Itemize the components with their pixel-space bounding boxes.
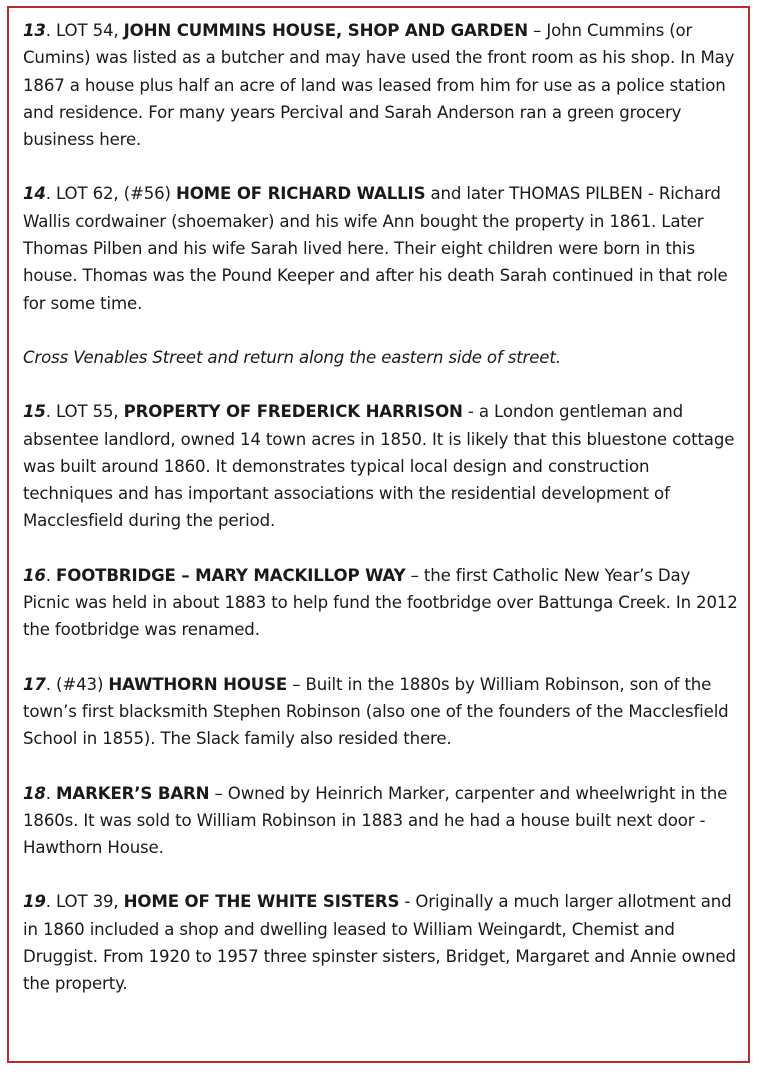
- entry-16: [23, 562, 739, 644]
- entry-lot: .: [45, 783, 57, 803]
- entry-number: 16: [23, 565, 46, 585]
- entry-17: [23, 671, 739, 753]
- entry-description: - Originally a much larger allotment and in 1860 included a shop and dwelling leased to William Weingardt, Chemist and Druggist. From 1920 to 1957 three spinster sisters, Bridget, Margaret and Annie owned the property.: [23, 892, 736, 994]
- entry-title: PROPERTY OF FREDERICK HARRISON: [123, 402, 463, 422]
- entry-lot: .: [45, 565, 57, 585]
- entry-14: [23, 180, 739, 316]
- entry-lot: . LOT 39,: [45, 892, 124, 912]
- entry-title: HAWTHORN HOUSE: [108, 674, 288, 694]
- entry-title: HOME OF RICHARD WALLIS: [175, 184, 426, 204]
- entry-title: HOME OF THE WHITE SISTERS: [123, 892, 400, 912]
- entry-title: JOHN CUMMINS HOUSE, SHOP AND GARDEN: [123, 21, 528, 40]
- entry-18: [23, 780, 739, 862]
- entry-number: 13: [23, 21, 46, 40]
- entry-number: 15: [23, 402, 46, 422]
- page-border: [7, 6, 750, 1063]
- entry-title: FOOTBRIDGE – MARY MACKILLOP WAY: [56, 565, 406, 585]
- entry-19: [23, 888, 739, 997]
- entry-description: – Owned by Heinrich Marker, carpenter and wheelwright in the 1860s. It was sold to William Robinson in 1883 and he had a house built next door - Hawthorn House.: [23, 783, 728, 858]
- entry-description: – John Cummins (or Cumins) was listed as a butcher and may have used the front room as his shop. In May 1867 a house plus half an acre of land was leased from him for use as a police station and residence. For many years Percival and Sarah Anderson ran a green grocery business here.: [23, 21, 735, 150]
- entry-lot: . LOT 55,: [45, 402, 124, 422]
- entry-number: 18: [23, 783, 46, 803]
- entry-number: 14: [23, 184, 46, 204]
- entry-lot: . (#43): [45, 674, 109, 694]
- entry-title: MARKER’S BARN: [56, 783, 210, 803]
- entry-description: – Built in the 1880s by William Robinson, son of the town’s first blacksmith Stephen Robinson (also one of the founders of the Macclesfield School in 1855). The Slack family also resided there.: [23, 674, 729, 749]
- entry-15: [23, 398, 739, 534]
- document-body: [23, 17, 739, 1025]
- entry-description: - a London gentleman and absentee landlord, owned 14 town acres in 1850. It is likely that this bluestone cottage was built around 1860. It demonstrates typical local design and construction techniques and has important associations with the residential development of Macclesfield during the period.: [23, 402, 735, 531]
- entry-13: [23, 17, 739, 153]
- entry-lot: . LOT 54,: [45, 21, 124, 40]
- entry-lot: . LOT 62, (#56): [45, 184, 176, 204]
- entry-number: 17: [23, 674, 46, 694]
- entry-description: – the first Catholic New Year’s Day Picnic was held in about 1883 to help fund the footbridge over Battunga Creek. In 2012 the footbridge was renamed.: [23, 565, 738, 640]
- entry-number: 19: [23, 892, 46, 912]
- entry-description: and later THOMAS PILBEN - Richard Wallis cordwainer (shoemaker) and his wife Ann bought the property in 1861. Later Thomas Pilben and his wife Sarah lived here. Their eight children were born in this house. Thomas was the Pound Keeper and after his death Sarah continued in that role for some time.: [23, 184, 728, 313]
- route-note: Cross Venables Street and return along the eastern side of street.: [23, 347, 561, 367]
